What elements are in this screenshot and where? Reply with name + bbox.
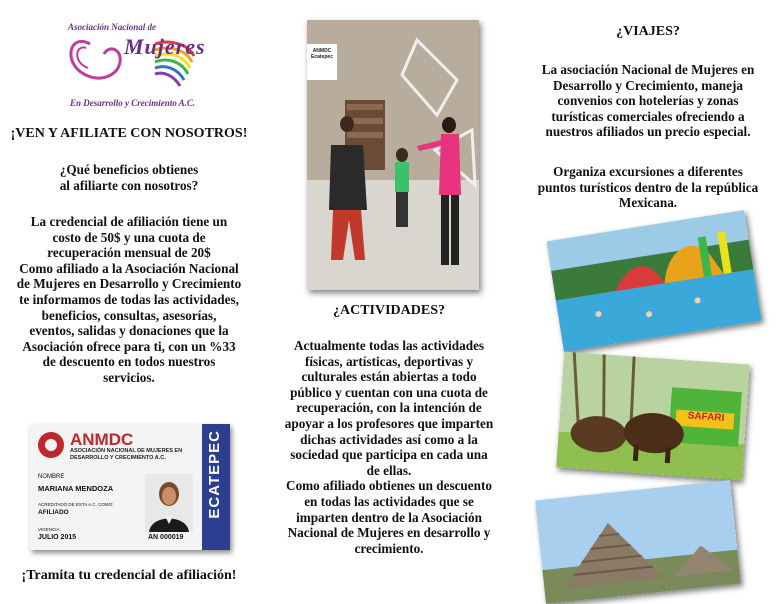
card-side-text: ECATEPEC bbox=[206, 430, 223, 519]
pyramid-icon bbox=[535, 480, 741, 604]
text-line: ¿Qué beneficios obtienes bbox=[59, 162, 199, 177]
card-cta: ¡Tramita tu credencial de afiliación! bbox=[21, 568, 237, 583]
text-line: servicios. bbox=[103, 369, 155, 385]
card-name: MARIANA MENDOZA bbox=[38, 484, 114, 493]
text-line: beneficios, consultas, asesorías, bbox=[41, 307, 217, 323]
card-subtitle: ASOCIACIÓN NACIONAL DE MUJERES EN DESARROLLO Y CRECIMIENTO A.C. bbox=[70, 448, 183, 461]
martial-arts-class-icon bbox=[307, 20, 479, 290]
text-line: Actualmente todas las actividades bbox=[293, 338, 485, 353]
card-validity: JULIO 2015 bbox=[38, 534, 77, 541]
pyramid-photo bbox=[535, 480, 741, 604]
text-line: Organiza excursiones a diferentes bbox=[553, 164, 743, 179]
photo-sign: ANMDC Ecatepec bbox=[311, 48, 333, 60]
card-name-label: NOMBRE bbox=[38, 474, 65, 480]
middle-panel bbox=[262, 0, 516, 600]
text-line: de descuento en todos nuestros bbox=[42, 354, 216, 370]
card-accredited: AFILIADO bbox=[38, 509, 69, 516]
card-number: AN 000019 bbox=[148, 534, 184, 541]
activities-text bbox=[262, 338, 516, 556]
safari-sign: SAFARI bbox=[687, 410, 725, 424]
membership-card bbox=[30, 424, 230, 550]
text-line: La credencial de afiliación tiene un bbox=[30, 214, 228, 229]
association-logo bbox=[60, 14, 208, 114]
text-line: público y cuentan con una cuota de bbox=[290, 384, 488, 400]
left-panel bbox=[0, 0, 258, 600]
text-line: al afiliarte con nosotros? bbox=[59, 177, 199, 193]
text-line: te informamos de todas las actividades, bbox=[19, 291, 239, 307]
travel-heading: ¿VIAJES? bbox=[616, 24, 680, 39]
text-line: Nacional de Mujeres en desarrollo y bbox=[287, 525, 491, 541]
text-line: en todas las actividades que se bbox=[304, 493, 474, 509]
join-heading: ¡VEN Y AFILIATE CON NOSOTROS! bbox=[10, 126, 248, 141]
text-line: crecimiento. bbox=[354, 540, 424, 556]
benefits-question bbox=[0, 162, 258, 193]
text-line: recuperación, con la intención de bbox=[296, 400, 482, 416]
text-line: apoyar a los profesores que imparten bbox=[284, 415, 494, 431]
membership-text bbox=[0, 214, 258, 386]
text-line: convenios con hotelerías y zonas bbox=[557, 93, 739, 109]
logo-word: Mujeres bbox=[124, 34, 206, 59]
text-line: La asociación Nacional de Mujeres en bbox=[541, 62, 755, 77]
text-line: Asociación ofrece para ti, con un %33 bbox=[22, 338, 236, 354]
logo-tagline: En Desarrollo y Crecimiento A.C. bbox=[70, 98, 196, 108]
text-line: recuperación mensual de 20$ bbox=[47, 245, 211, 261]
water-park-icon bbox=[546, 210, 761, 352]
text-line: físicas, artísticas, deportivas y bbox=[304, 353, 474, 369]
logo-org-text: Asociación Nacional de bbox=[68, 22, 156, 32]
card-validity-label: VIGENCIA: bbox=[38, 527, 61, 532]
card-photo bbox=[145, 474, 193, 532]
text-line: sociedad que participa en cada una bbox=[290, 447, 488, 463]
card-logo-icon bbox=[38, 432, 64, 458]
member-portrait-icon bbox=[145, 474, 193, 532]
text-line: culturales están abiertas a todo bbox=[301, 369, 477, 385]
card-brand: ANMDC bbox=[70, 430, 134, 449]
water-park-photo bbox=[546, 210, 761, 352]
text-line: turísticas comerciales ofreciendo a bbox=[551, 108, 745, 124]
text-line: costo de 50$ y una cuota de bbox=[52, 229, 206, 245]
activities-heading: ¿ACTIVIDADES? bbox=[332, 303, 446, 318]
text-line: puntos turísticos dentro de la república bbox=[537, 179, 759, 195]
text-line: imparten dentro de la Asociación bbox=[296, 509, 482, 525]
excursions-text bbox=[520, 164, 776, 211]
text-line: nuestros afiliados un precio especial. bbox=[545, 124, 751, 140]
text-line: eventos, salidas y donaciones que la bbox=[29, 323, 229, 339]
safari-photo bbox=[556, 352, 750, 481]
right-panel bbox=[520, 0, 776, 600]
text-line: Mexicana. bbox=[618, 195, 678, 211]
text-line: Desarrollo y Crecimiento, maneja bbox=[553, 77, 743, 93]
text-line: Como afiliado obtienes un descuento bbox=[286, 478, 492, 494]
card-accredited-label: ACREDITADO DE ESTA A.C. COMO: bbox=[38, 502, 114, 507]
activities-photo bbox=[307, 20, 479, 290]
travel-text bbox=[520, 62, 776, 140]
card-side-band bbox=[202, 424, 230, 550]
text-line: de ellas. bbox=[366, 462, 412, 478]
text-line: Como afiliado a la Asociación Nacional bbox=[19, 260, 239, 276]
text-line: dichas actividades así como a la bbox=[300, 431, 478, 447]
text-line: de Mujeres en Desarrollo y Crecimiento bbox=[16, 276, 242, 292]
